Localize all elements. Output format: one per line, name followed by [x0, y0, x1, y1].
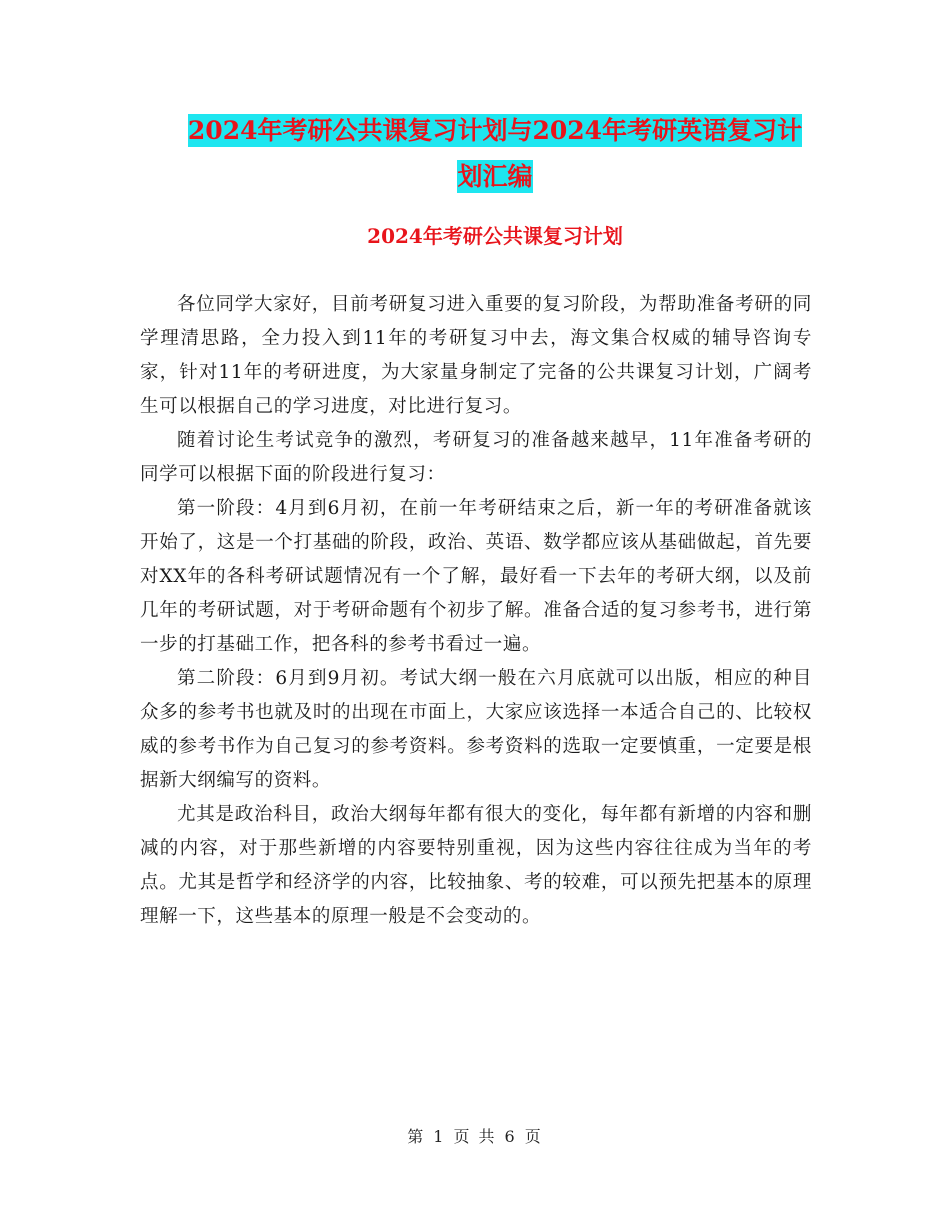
title-line-1: 2024年考研公共课复习计划与2024年考研英语复习计 — [187, 116, 803, 145]
paragraph: 尤其是政治科目，政治大纲每年都有很大的变化，每年都有新增的内容和删减的内容，对于那些新增的内容要特别重视，因为这些内容往往成为当年的考点。尤其是哲学和经济学的内容，比较抽象、考的较难，可以预先把基本的原理理解一下，这些基本的原理一般是不会变动的。 — [140, 804, 812, 927]
paragraph: 第一阶段：4月到6月初，在前一年考研结束之后，新一年的考研准备就该开始了，这是一个打基础的阶段，政治、英语、数学都应该从基础做起，首先要对XX年的各科考研试题情况有一个了解，最好看一下去年的考研大纲，以及前几年的考研试题，对于考研命题有个初步了解。准备合适的复习参考书，进行第一步的打基础工作，把各科的参考书看过一遍。 — [140, 498, 812, 655]
footer-suffix: 页 — [524, 1127, 543, 1146]
footer-current-page: 1 — [433, 1127, 446, 1146]
footer-total-pages: 6 — [504, 1127, 517, 1146]
document-title — [140, 108, 850, 200]
paragraph: 随着讨论生考试竞争的激烈，考研复习的准备越来越早，11年准备考研的同学可以根据下面的阶段进行复习： — [140, 430, 812, 485]
footer-prefix: 第 — [407, 1127, 426, 1146]
page-footer — [0, 1124, 950, 1147]
paragraph: 各位同学大家好，目前考研复习进入重要的复习阶段，为帮助准备考研的同学理清思路，全力投入到11年的考研复习中去，海文集合权威的辅导咨询专家，针对11年的考研进度，为大家量身制定了完备的公共课复习计划，广阔考生可以根据自己的学习进度，对比进行复习。 — [140, 294, 812, 417]
section-title: 2024年考研公共课复习计划 — [367, 224, 623, 248]
footer-middle: 页 共 — [453, 1127, 497, 1146]
paragraph: 第二阶段：6月到9月初。考试大纲一般在六月底就可以出版，相应的种目众多的参考书也就及时的出现在市面上，大家应该选择一本适合自己的、比较权威的参考书作为自己复习的参考资料。参考资料的选取一定要慎重，一定要是根据新大纲编写的资料。 — [140, 668, 812, 791]
document-body — [140, 288, 812, 934]
title-line-2: 划汇编 — [457, 162, 533, 191]
